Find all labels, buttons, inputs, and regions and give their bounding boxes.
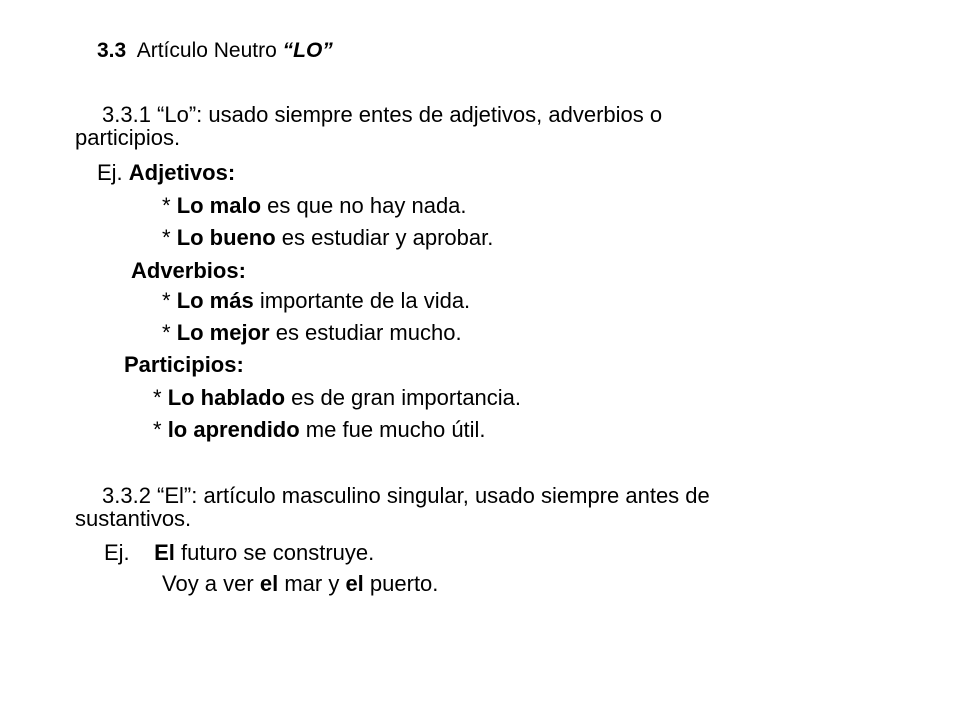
section-title-quoted: “LO”: [282, 39, 333, 62]
section-3-3-2-line1: 3.3.2 “El”: artículo masculino singular, usado siempre antes de: [102, 483, 710, 508]
ej-label: Ej.: [104, 540, 155, 565]
adjetivo-example-2: * Lo bueno es estudiar y aprobar.: [162, 225, 494, 250]
section-3-3-2-line2: sustantivos.: [75, 506, 192, 531]
section-number: 3.3: [97, 39, 127, 62]
ej-label: Ej.: [97, 160, 129, 185]
section-3-3-heading: [97, 38, 333, 64]
el-example-1: Ej. El futuro se construye.: [104, 540, 375, 565]
participio-example-2: * lo aprendido me fue mucho útil.: [153, 417, 486, 442]
el-example-2: Voy a ver el mar y el puerto.: [162, 571, 439, 596]
participios-heading: Participios:: [124, 352, 244, 377]
participio-example-1: * Lo hablado es de gran importancia.: [153, 385, 522, 410]
adverbio-example-2: * Lo mejor es estudiar mucho.: [162, 320, 462, 345]
section-3-3-1-line2: participios.: [75, 125, 181, 150]
adverbio-example-1: * Lo más importante de la vida.: [162, 288, 471, 313]
adjetivo-example-1: * Lo malo es que no hay nada.: [162, 193, 467, 218]
section-3-3-1-line1: 3.3.1 “Lo”: usado siempre entes de adjetivos, adverbios o: [102, 102, 663, 127]
ej-adjetivos-line: [97, 160, 235, 186]
section-title: Artículo Neutro: [136, 39, 283, 62]
adverbios-heading: Adverbios:: [131, 258, 246, 283]
adjetivos-label: Adjetivos:: [128, 160, 236, 185]
